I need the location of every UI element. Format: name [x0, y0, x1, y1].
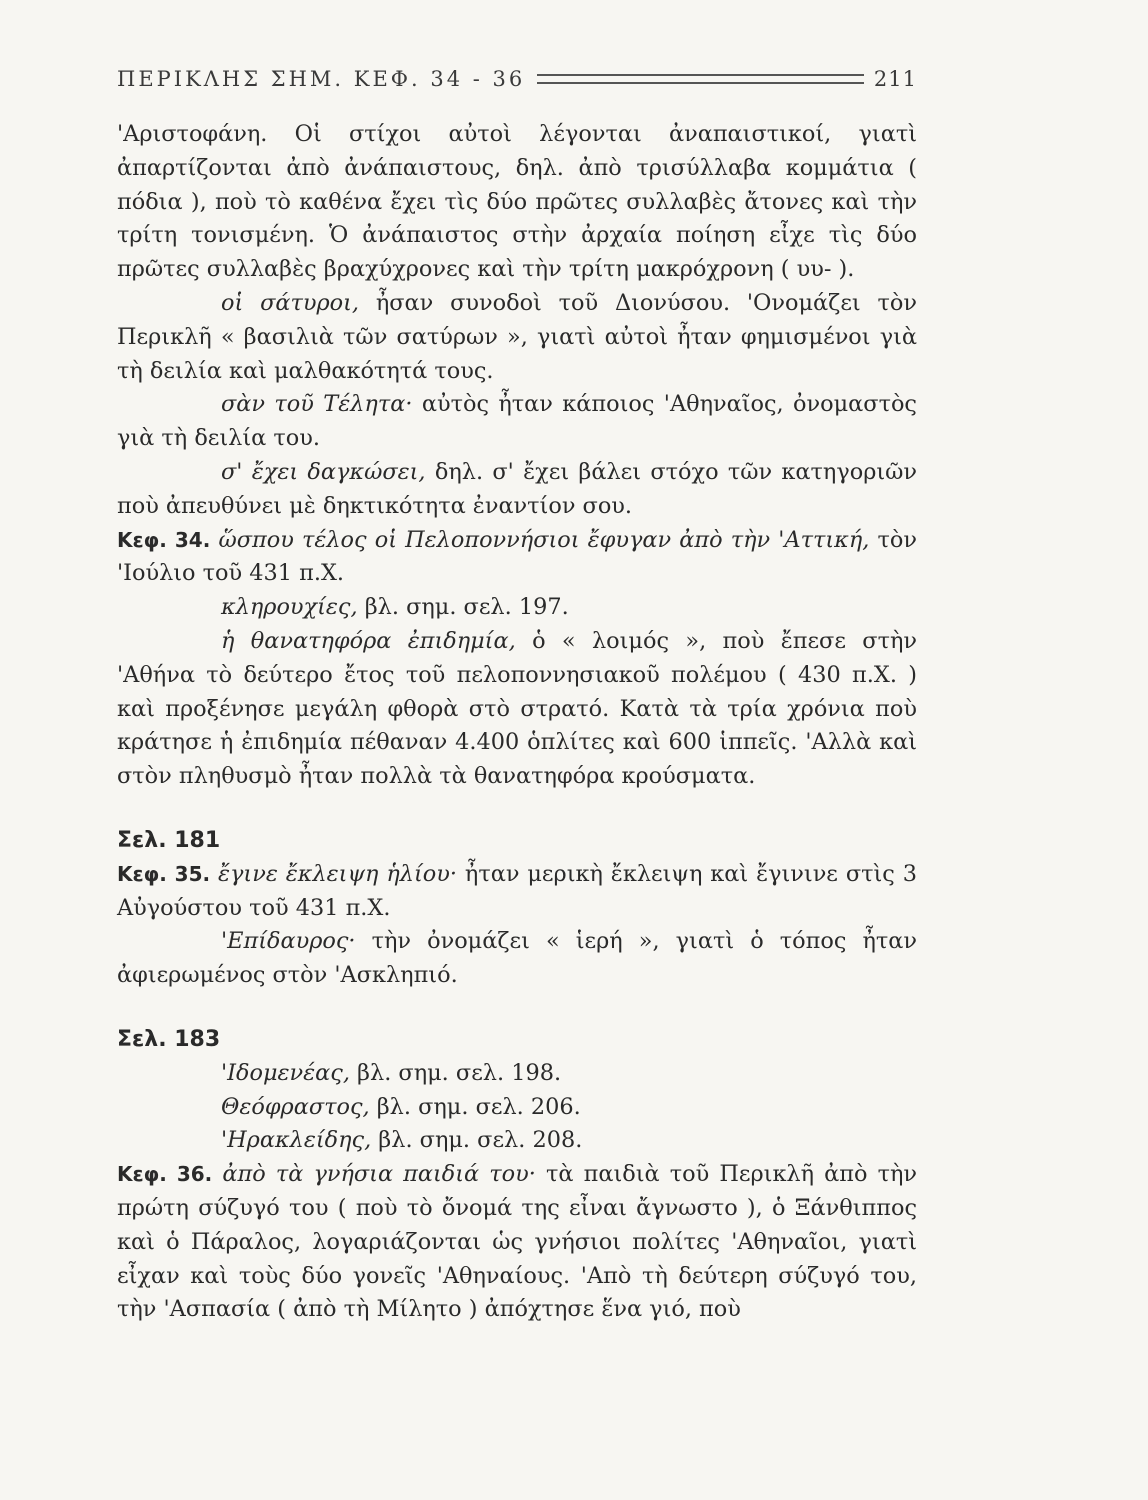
- note-term: κληρουχίες,: [221, 594, 358, 621]
- page-body: [117, 118, 917, 1327]
- paragraph: 'Αριστοφάνη. Οἱ στίχοι αὐτοὶ λέγονται ἀναπαιστικοί, γιατὶ ἀπαρτίζονται ἀπὸ ἀνάπαιστους, δηλ. ἀπὸ τρισύλλαβα κομμάτια ( πόδια ), ποὺ τὸ καθένα ἔχει τὶς δύο πρῶτες συλλαβὲς ἄτονες καὶ τὴν τρίτη τονισμένη. Ὁ ἀνάπαιστος στὴν ἀρχαία ποίηση εἶχε τὶς δύο πρῶτες συλλαβὲς βραχύχρονες καὶ τὴν τρίτη μακρόχρονη ( υυ- ).: [117, 121, 917, 283]
- note-term: οἱ σάτυροι,: [221, 289, 360, 316]
- chapter-note: Κεφ. 36. ἀπὸ τὰ γνήσια παιδιά του· τὰ παιδιὰ τοῦ Περικλῆ ἀπὸ τὴν πρώτη σύζυγό του ( ποὺ τὸ ὄνομά της εἶναι ἄγνωστο ), ὁ Ξάνθιππος καὶ ὁ Πάραλος, λογαριάζονται ὡς γνήσιοι πολίτες 'Αθηναῖοι, γιατὶ εἶχαν καὶ τοὺς δύο γονεῖς 'Αθηναίους. 'Απὸ τὴ δεύτερη σύζυγό του, τὴν 'Ασπασία ( ἀπὸ τὴ Μίλητο ) ἀπόχτησε ἕνα γιό, ποὺ: [117, 1161, 918, 1323]
- note-entry: Θεόφραστος, βλ. σημ. σελ. 206.: [221, 1093, 581, 1120]
- note-entry: 'Ηρακλείδης, βλ. σημ. σελ. 208.: [221, 1127, 583, 1154]
- note-term: ἔγινε ἔκλειψη ἡλίου·: [210, 860, 457, 887]
- note-entry: σ' ἔχει δαγκώσει, δηλ. σ' ἔχει βάλει στόχο τῶν κατηγοριῶν ποὺ ἀπευθύνει μὲ δηκτικότητα ἐναντίον σου.: [117, 458, 918, 519]
- note-term: 'Ηρακλείδης,: [221, 1127, 372, 1154]
- note-entry: κληρουχίες, βλ. σημ. σελ. 197.: [221, 594, 569, 621]
- note-term: ἀπὸ τὰ γνήσια παιδιά του·: [212, 1161, 536, 1188]
- chapter-label: Κεφ. 36.: [117, 1162, 213, 1187]
- chapter-label: Κεφ. 35.: [117, 861, 211, 886]
- note-term: σ' ἔχει δαγκώσει,: [221, 458, 426, 485]
- note-term: ἡ θανατηφόρα ἐπιδημία,: [221, 627, 516, 654]
- note-term: σὰν τοῦ Τέλητα·: [221, 391, 413, 418]
- chapter-label: Κεφ. 34.: [117, 527, 211, 552]
- note-term: Θεόφραστος,: [221, 1093, 370, 1120]
- note-entry: ἡ θανατηφόρα ἐπιδημία, ὁ « λοιμός », ποὺ ἔπεσε στὴν 'Αθήνα τὸ δεύτερο ἔτος τοῦ πελοποννησιακοῦ πολέμου ( 430 π.Χ. ) καὶ προξένησε μεγάλη φθορὰ στὸ στρατό. Κατὰ τὰ τρία χρόνια ποὺ κράτησε ἡ ἐπιδημία πέθαναν 4.400 ὁπλίτες καὶ 600 ἱππεῖς. 'Αλλὰ καὶ στὸν πληθυσμὸ ἦταν πολλὰ τὰ θανατηφόρα κρούσματα.: [117, 627, 918, 790]
- note-entry: 'Ιδομενέας, βλ. σημ. σελ. 198.: [221, 1059, 562, 1086]
- header-double-rule: [537, 74, 864, 84]
- section-heading-181: Σελ. 181: [117, 827, 221, 853]
- note-term: 'Ιδομενέας,: [221, 1059, 350, 1086]
- note-term: ὥσπου τέλος οἱ Πελοποννήσιοι ἔφυγαν ἀπὸ τὴν 'Αττική,: [210, 526, 870, 553]
- chapter-note: Κεφ. 35. ἔγινε ἔκλειψη ἡλίου· ἦταν μερικὴ ἔκλειψη καὶ ἔγινινε στὶς 3 Αὐγούστου τοῦ 431 π.Χ.: [117, 860, 918, 921]
- running-header: [117, 64, 917, 94]
- note-entry: σὰν τοῦ Τέλητα· αὐτὸς ἦταν κάποιος 'Αθηναῖος, ὀνομαστὸς γιὰ τὴ δειλία του.: [117, 391, 917, 452]
- running-title: ΠΕΡΙΚΛΗΣ ΣΗΜ. ΚΕΦ. 34 - 36: [117, 67, 526, 91]
- note-entry: 'Επίδαυρος· τὴν ὀνομάζει « ἱερή », γιατὶ ὁ τόπος ἦταν ἀφιερωμένος στὸν 'Ασκληπιό.: [117, 928, 917, 989]
- note-term: 'Επίδαυρος·: [221, 928, 356, 955]
- page-number: 211: [873, 67, 917, 91]
- section-heading-183: Σελ. 183: [117, 1026, 221, 1052]
- note-entry: οἱ σάτυροι, ἦσαν συνοδοὶ τοῦ Διονύσου. 'Ονομάζει τὸν Περικλῆ « βασιλιὰ τῶν σατύρων », γιατὶ αὐτοὶ ἦταν φημισμένοι γιὰ τὴ δειλία καὶ μαλθακότητά τους.: [117, 289, 917, 384]
- chapter-note: Κεφ. 34. ὥσπου τέλος οἱ Πελοποννήσιοι ἔφυγαν ἀπὸ τὴν 'Αττική, τὸν 'Ιούλιο τοῦ 431 π.Χ.: [117, 526, 917, 587]
